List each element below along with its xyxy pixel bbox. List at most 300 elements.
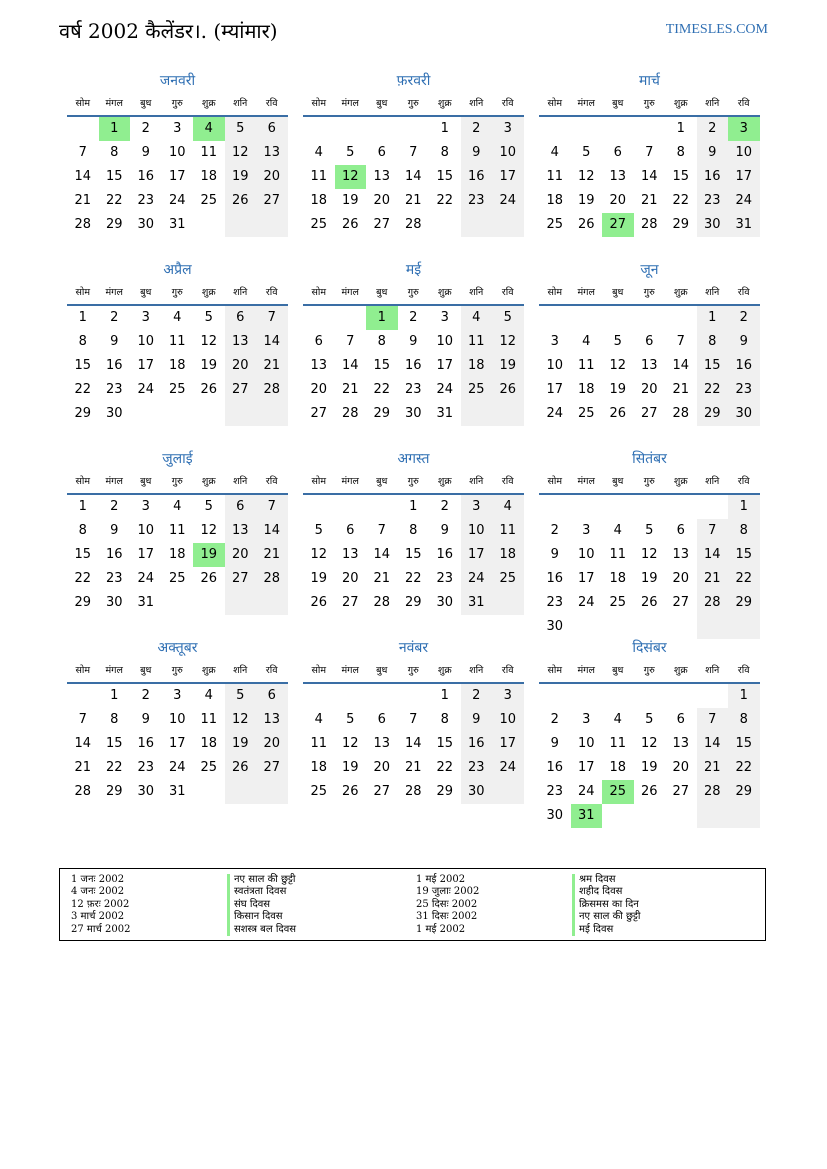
weekday-label: रवि (501, 287, 514, 298)
empty-cell (366, 495, 398, 519)
weekday-label: गुरु (643, 98, 655, 109)
day-cell: 15 (436, 736, 454, 751)
empty-cell (256, 780, 288, 804)
day-cell: 26 (225, 189, 257, 213)
day-cell: 30 (137, 784, 155, 799)
empty-cell (571, 306, 603, 330)
empty-cell (571, 684, 603, 708)
weekday-label: मंगल (577, 287, 595, 298)
day-cell: 16 (137, 736, 155, 751)
legend-row: 1 मई 2002 (416, 874, 466, 885)
day-cell: 2 (110, 310, 119, 325)
day-cell: 8 (728, 519, 760, 543)
day-cell: 8 (697, 330, 729, 354)
weekday-label: शुक्र (673, 665, 688, 676)
day-cell: 27 (256, 756, 288, 780)
day-cell: 9 (141, 712, 150, 727)
day-cell: 25 (168, 382, 186, 397)
empty-cell (602, 306, 634, 330)
day-cell: 8 (78, 334, 87, 349)
day-cell: 24 (492, 756, 524, 780)
day-cell: 18 (492, 543, 524, 567)
day-cell: 6 (256, 117, 288, 141)
day-cell: 30 (728, 402, 760, 426)
legend-row: 4 जनः 2002 (71, 886, 125, 898)
day-cell: 23 (461, 756, 493, 780)
legend-row: नए साल की छुट्टी (227, 874, 296, 886)
empty-cell (256, 213, 288, 237)
day-cell: 11 (310, 736, 328, 751)
day-cell: 7 (346, 334, 355, 349)
day-cell: 18 (200, 736, 218, 751)
day-cell: 23 (436, 571, 454, 586)
legend-row: मई दिवस (572, 924, 641, 936)
day-cell: 7 (256, 306, 288, 330)
day-cell: 16 (461, 732, 493, 756)
empty-cell (366, 684, 398, 708)
weekday-label: शनि (469, 665, 484, 676)
empty-cell (162, 402, 194, 426)
calendar-grid (67, 69, 760, 825)
empty-cell (697, 804, 729, 828)
day-cell: 24 (137, 571, 155, 586)
month-block (303, 447, 524, 636)
weekday-label: रवि (501, 476, 514, 487)
day-cell: 5 (204, 310, 213, 325)
day-cell: 12 (335, 165, 367, 189)
day-cell: 20 (373, 193, 391, 208)
day-cell: 19 (225, 165, 257, 189)
day-cell: 9 (110, 523, 119, 538)
day-cell: 22 (697, 378, 729, 402)
legend-row: 12 फ़रः 2002 (71, 898, 130, 910)
days-grid (67, 306, 288, 426)
empty-cell (665, 804, 697, 828)
day-cell: 25 (310, 784, 328, 799)
month-name: अक्तूबर (157, 640, 198, 656)
days-grid (303, 684, 524, 804)
day-cell: 5 (492, 306, 524, 330)
day-cell: 29 (74, 595, 92, 610)
day-cell: 29 (728, 780, 760, 804)
day-cell: 28 (373, 595, 391, 610)
day-cell: 4 (550, 145, 559, 160)
day-cell: 26 (640, 784, 658, 799)
day-cell: 28 (256, 567, 288, 591)
weekday-label: गुरु (407, 98, 419, 109)
day-cell: 18 (546, 193, 564, 208)
day-cell: 23 (105, 571, 123, 586)
day-cell: 14 (74, 736, 92, 751)
weekday-header (67, 93, 288, 117)
day-cell: 19 (341, 193, 359, 208)
empty-cell (335, 684, 367, 708)
day-cell: 3 (141, 310, 150, 325)
day-cell: 8 (728, 708, 760, 732)
day-cell: 11 (492, 519, 524, 543)
weekday-label: शुक्र (437, 476, 452, 487)
legend-row: 25 दिसः 2002 (416, 898, 478, 910)
weekday-label: शुक्र (201, 98, 216, 109)
day-cell: 6 (377, 145, 386, 160)
days-grid (303, 306, 524, 426)
weekday-label: बुध (376, 476, 388, 487)
empty-cell (256, 591, 288, 615)
day-cell: 21 (404, 193, 422, 208)
day-cell: 13 (341, 547, 359, 562)
day-cell: 13 (256, 708, 288, 732)
day-cell: 23 (546, 784, 564, 799)
day-cell: 6 (645, 334, 654, 349)
day-cell: 14 (74, 169, 92, 184)
day-cell: 9 (440, 523, 449, 538)
legend-row: स्वतंत्रता दिवस (227, 886, 296, 898)
legend-row: नए साल की छुट्टी (572, 911, 641, 923)
day-cell: 4 (173, 499, 182, 514)
day-cell: 20 (310, 382, 328, 397)
day-cell: 26 (341, 217, 359, 232)
day-cell: 31 (571, 804, 603, 828)
empty-cell (335, 306, 367, 330)
day-cell: 9 (550, 736, 559, 751)
day-cell: 8 (110, 145, 119, 160)
day-cell: 11 (577, 358, 595, 373)
weekday-label: बुध (376, 665, 388, 676)
day-cell: 16 (697, 165, 729, 189)
day-cell: 15 (728, 543, 760, 567)
day-cell: 1 (409, 499, 418, 514)
weekday-label: मंगल (341, 476, 359, 487)
day-cell: 1 (78, 499, 87, 514)
day-cell: 26 (200, 571, 218, 586)
weekday-label: सोम (311, 476, 327, 487)
weekday-header (67, 471, 288, 495)
day-cell: 13 (640, 358, 658, 373)
month-block (539, 447, 760, 636)
day-cell: 27 (672, 784, 690, 799)
day-cell: 2 (409, 310, 418, 325)
day-cell: 5 (582, 145, 591, 160)
day-cell: 12 (341, 736, 359, 751)
day-cell: 17 (168, 169, 186, 184)
empty-cell (398, 117, 430, 141)
day-cell: 11 (200, 145, 218, 160)
empty-cell (571, 117, 603, 141)
day-cell: 31 (461, 591, 493, 615)
day-cell: 20 (609, 193, 627, 208)
month-block (303, 258, 524, 447)
weekday-label: मंगल (341, 98, 359, 109)
day-cell: 28 (404, 784, 422, 799)
day-cell: 21 (672, 382, 690, 397)
day-cell: 3 (582, 523, 591, 538)
empty-cell (634, 306, 666, 330)
day-cell: 7 (377, 523, 386, 538)
day-cell: 3 (550, 334, 559, 349)
day-cell: 24 (168, 760, 186, 775)
weekday-label: शुक्र (201, 665, 216, 676)
day-cell: 18 (168, 547, 186, 562)
empty-cell (366, 117, 398, 141)
empty-cell (492, 402, 524, 426)
month-name: अगस्त (397, 451, 430, 467)
empty-cell (67, 684, 99, 708)
day-cell: 27 (373, 217, 391, 232)
site-link[interactable]: TIMESLES.COM (665, 22, 768, 37)
empty-cell (193, 213, 225, 237)
empty-cell (303, 117, 335, 141)
weekday-label: सोम (75, 287, 91, 298)
day-cell: 29 (105, 784, 123, 799)
day-cell: 1 (78, 310, 87, 325)
empty-cell (602, 804, 634, 828)
day-cell: 26 (577, 217, 595, 232)
day-cell: 11 (168, 334, 186, 349)
day-cell: 15 (74, 358, 92, 373)
day-cell: 25 (609, 595, 627, 610)
day-cell: 9 (461, 141, 493, 165)
day-cell: 1 (728, 495, 760, 519)
day-cell: 14 (373, 547, 391, 562)
day-cell: 7 (409, 145, 418, 160)
day-cell: 5 (225, 117, 257, 141)
day-cell: 6 (314, 334, 323, 349)
day-cell: 2 (110, 499, 119, 514)
empty-cell (225, 402, 257, 426)
weekday-label: सोम (547, 476, 563, 487)
legend-row: 1 जनः 2002 (71, 874, 125, 885)
weekday-header (303, 282, 524, 306)
day-cell: 8 (78, 523, 87, 538)
weekday-label: शुक्र (201, 287, 216, 298)
day-cell: 18 (609, 571, 627, 586)
day-cell: 27 (341, 595, 359, 610)
day-cell: 15 (373, 358, 391, 373)
day-cell: 3 (492, 684, 524, 708)
day-cell: 1 (728, 684, 760, 708)
day-cell: 8 (676, 145, 685, 160)
weekday-label: बुध (140, 287, 152, 298)
day-cell: 4 (582, 334, 591, 349)
day-cell: 15 (672, 169, 690, 184)
day-cell: 3 (141, 499, 150, 514)
day-cell: 25 (200, 193, 218, 208)
day-cell: 3 (440, 310, 449, 325)
weekday-label: शनि (233, 476, 248, 487)
empty-cell (634, 117, 666, 141)
month-block (303, 636, 524, 825)
day-cell: 23 (137, 193, 155, 208)
day-cell: 3 (461, 495, 493, 519)
day-cell: 29 (672, 217, 690, 232)
weekday-header (67, 282, 288, 306)
day-cell: 7 (697, 708, 729, 732)
days-grid (67, 684, 288, 804)
month-name: जून (640, 262, 659, 278)
day-cell: 5 (346, 712, 355, 727)
page-title: वर्ष 2002 कैलेंडर।. (म्यांमार) (59, 19, 278, 43)
day-cell: 10 (168, 145, 186, 160)
month-block (303, 69, 524, 258)
weekday-label: बुध (376, 287, 388, 298)
legend-row: सशस्त्र बल दिवस (227, 924, 296, 936)
day-cell: 15 (74, 547, 92, 562)
day-cell: 12 (492, 330, 524, 354)
month-block (67, 69, 288, 258)
day-cell: 11 (546, 169, 564, 184)
weekday-label: रवि (737, 665, 750, 676)
legend-row: 1 मई 2002 (416, 923, 466, 935)
day-cell: 22 (672, 193, 690, 208)
day-cell: 28 (341, 406, 359, 421)
weekday-label: मंगल (577, 476, 595, 487)
day-cell: 17 (492, 732, 524, 756)
weekday-label: बुध (140, 665, 152, 676)
month-name: फ़रवरी (396, 73, 431, 89)
month-block (67, 636, 288, 825)
day-cell: 6 (676, 712, 685, 727)
day-cell: 2 (461, 684, 493, 708)
day-cell: 18 (577, 382, 595, 397)
day-cell: 17 (492, 165, 524, 189)
weekday-label: गुरु (407, 287, 419, 298)
day-cell: 21 (74, 193, 92, 208)
empty-cell (429, 213, 461, 237)
legend-row: संघ दिवस (227, 899, 296, 911)
empty-cell (303, 495, 335, 519)
weekday-label: बुध (612, 476, 624, 487)
day-cell: 2 (141, 688, 150, 703)
day-cell: 23 (546, 595, 564, 610)
day-cell: 26 (640, 595, 658, 610)
day-cell: 26 (310, 595, 328, 610)
day-cell: 14 (256, 519, 288, 543)
day-cell: 29 (436, 784, 454, 799)
month-name: सितंबर (632, 451, 667, 467)
day-cell: 21 (74, 760, 92, 775)
empty-cell (303, 306, 335, 330)
day-cell: 30 (105, 595, 123, 610)
weekday-label: रवि (737, 287, 750, 298)
day-cell: 14 (404, 736, 422, 751)
day-cell: 27 (225, 567, 257, 591)
day-cell: 13 (609, 169, 627, 184)
day-cell: 16 (105, 547, 123, 562)
day-cell: 10 (137, 523, 155, 538)
weekday-label: शनि (469, 287, 484, 298)
day-cell: 20 (341, 571, 359, 586)
day-cell: 6 (613, 145, 622, 160)
day-cell: 19 (200, 358, 218, 373)
days-grid (539, 495, 760, 639)
day-cell: 15 (728, 732, 760, 756)
weekday-label: सोम (311, 98, 327, 109)
empty-cell (461, 402, 493, 426)
day-cell: 18 (168, 358, 186, 373)
day-cell: 6 (225, 495, 257, 519)
day-cell: 5 (346, 145, 355, 160)
day-cell: 24 (577, 595, 595, 610)
day-cell: 3 (492, 117, 524, 141)
day-cell: 25 (200, 760, 218, 775)
day-cell: 7 (78, 712, 87, 727)
day-cell: 28 (404, 217, 422, 232)
empty-cell (225, 780, 257, 804)
day-cell: 15 (697, 354, 729, 378)
day-cell: 20 (640, 382, 658, 397)
day-cell: 26 (609, 406, 627, 421)
day-cell: 4 (193, 117, 225, 141)
empty-cell (492, 591, 524, 615)
weekday-header (539, 93, 760, 117)
empty-cell (193, 780, 225, 804)
weekday-label: शुक्र (673, 476, 688, 487)
day-cell: 10 (461, 519, 493, 543)
day-cell: 17 (461, 543, 493, 567)
day-cell: 17 (168, 736, 186, 751)
day-cell: 29 (105, 217, 123, 232)
day-cell: 27 (602, 213, 634, 237)
day-cell: 25 (577, 406, 595, 421)
empty-cell (602, 495, 634, 519)
day-cell: 9 (110, 334, 119, 349)
empty-cell (492, 213, 524, 237)
day-cell: 12 (609, 358, 627, 373)
day-cell: 18 (310, 760, 328, 775)
day-cell: 22 (74, 382, 92, 397)
day-cell: 11 (609, 736, 627, 751)
day-cell: 9 (728, 330, 760, 354)
weekday-label: गुरु (171, 476, 183, 487)
weekday-label: शनि (705, 98, 720, 109)
day-cell: 4 (173, 310, 182, 325)
empty-cell (539, 117, 571, 141)
day-cell: 30 (697, 213, 729, 237)
day-cell: 6 (256, 684, 288, 708)
weekday-label: बुध (376, 98, 388, 109)
day-cell: 9 (550, 547, 559, 562)
weekday-label: सोम (75, 665, 91, 676)
day-cell: 8 (377, 334, 386, 349)
weekday-label: गुरु (407, 476, 419, 487)
weekday-label: गुरु (171, 287, 183, 298)
weekday-label: गुरु (643, 476, 655, 487)
days-grid (67, 117, 288, 237)
empty-cell (256, 402, 288, 426)
day-cell: 10 (577, 736, 595, 751)
day-cell: 22 (373, 382, 391, 397)
day-cell: 16 (105, 358, 123, 373)
day-cell: 26 (341, 784, 359, 799)
empty-cell (130, 402, 162, 426)
legend-dates-2 (416, 874, 479, 936)
day-cell: 28 (74, 217, 92, 232)
day-cell: 27 (373, 784, 391, 799)
weekday-label: बुध (612, 665, 624, 676)
day-cell: 14 (256, 330, 288, 354)
empty-cell (634, 495, 666, 519)
weekday-label: रवि (265, 287, 278, 298)
day-cell: 5 (645, 523, 654, 538)
weekday-label: शुक्र (437, 98, 452, 109)
day-cell: 2 (728, 306, 760, 330)
day-cell: 9 (697, 141, 729, 165)
month-name: जनवरी (159, 73, 196, 89)
weekday-label: शुक्र (437, 665, 452, 676)
day-cell: 14 (640, 169, 658, 184)
day-cell: 7 (676, 334, 685, 349)
day-cell: 25 (602, 780, 634, 804)
